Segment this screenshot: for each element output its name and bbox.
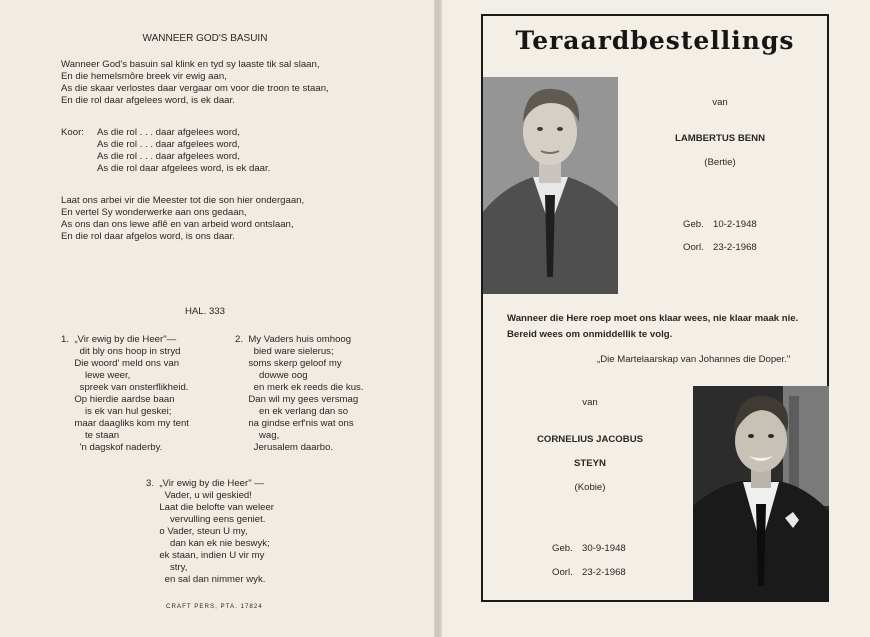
bertie-died: 23-2-1968 (713, 242, 757, 253)
bertie-born-label: Geb. (683, 219, 704, 230)
hal2-line: 2. My Vaders huis omhoog (235, 334, 352, 345)
hal2-line: na gindse erf'nis wat ons (235, 418, 354, 429)
hal2-line: Dan wil my gees versmag (235, 394, 359, 405)
chorus-label: Koor: (61, 127, 84, 138)
verse3-line3: As ons dan ons lewe aflê en van arbeid word ontslaan, (61, 219, 294, 230)
kobie-nickname: (Kobie) (574, 482, 606, 493)
hal1-line: spreek van onsterflikheid. (61, 382, 189, 393)
hal1-line: 'n dagskof naderby. (61, 442, 163, 453)
hal1-line: Die woord' meld ons van (61, 358, 180, 369)
kobie-born-label: Geb. (552, 543, 573, 554)
hal3-line: 3. „Vir ewig by die Heer" — (146, 478, 264, 489)
hal-title: HAL. 333 (184, 306, 225, 317)
verse3-line4: En die rol daar afgelos word, is ons daar. (61, 231, 235, 242)
hal3-line: Vader, u wil geskied! (146, 490, 252, 501)
bertie-died-label: Oorl. (683, 242, 704, 253)
hal1-line: 1. „Vir ewig by die Heer"— (61, 334, 177, 345)
hymn-title: WANNEER GOD'S BASUIN (142, 33, 268, 44)
chorus-line3: As die rol . . . daar afgelees word, (97, 151, 240, 162)
hal3-line: dan kan ek nie beswyk; (146, 538, 270, 549)
portrait-photo-bertie (483, 77, 618, 294)
bertie-name: LAMBERTUS BENN (674, 133, 766, 144)
quote-source: „Die Martelaarskap van Johannes die Doper." (597, 354, 791, 365)
kobie-died-label: Oorl. (552, 567, 573, 578)
hal3-line: Laat die belofte van weleer (146, 502, 274, 513)
verse3-line2: En vertel Sy wonderwerke aan ons gedaan, (61, 207, 247, 218)
hal1-line: maar daagliks kom my tent (61, 418, 189, 429)
chorus-line1: As die rol . . . daar afgelees word, (97, 127, 240, 138)
hal3-line: vervulling eens geniet. (146, 514, 266, 525)
kobie-died: 23-2-1968 (582, 567, 626, 578)
hal2-line: en merk ek reeds die kus. (235, 382, 364, 393)
verse1-line4: En die rol daar afgelees word, is ek daar. (61, 95, 235, 106)
bertie-nickname: (Bertie) (704, 157, 736, 168)
hal2-line: bied ware sielerus; (235, 346, 334, 357)
verse1-line2: En die hemelsmôre breek vir ewig aan, (61, 71, 227, 82)
printer-credit: CRAFT PERS, PTA. 17824 (166, 603, 263, 610)
kobie-van: van (582, 397, 598, 408)
verse1-line1: Wanneer God's basuin sal klink en tyd sy laaste tik sal slaan, (61, 59, 320, 70)
chorus-line2: As die rol . . . daar afgelees word, (97, 139, 240, 150)
verse1-line3: As die skaar verlostes daar vergaar om voor die troon te staan, (61, 83, 329, 94)
card-title: Teraardbestellings (515, 26, 795, 55)
hal3-line: stry, (146, 562, 188, 573)
quote-line2: Bereid wees om onmiddellik te volg. (507, 329, 673, 340)
hal1-line: Op hierdie aardse baan (61, 394, 175, 405)
hal2-line: en ek verlang dan so (235, 406, 349, 417)
hal2-line: soms skerp geloof my (235, 358, 342, 369)
kobie-name1: CORNELIUS JACOBUS (536, 434, 644, 445)
hal3-line: o Vader, steun U my, (146, 526, 248, 537)
portrait-photo-kobie (693, 386, 829, 602)
kobie-born: 30-9-1948 (582, 543, 626, 554)
kobie-name2: STEYN (574, 458, 606, 469)
bertie-born: 10-2-1948 (713, 219, 757, 230)
hal3-line: ek staan, indien U vir my (146, 550, 265, 561)
hal2-line: dowwe oog (235, 370, 308, 381)
hal2-line: wag, (235, 430, 280, 441)
hal1-line: lewe weer, (61, 370, 131, 381)
hal1-line: dit bly ons hoop in stryd (61, 346, 181, 357)
verse3-line1: Laat ons arbei vir die Meester tot die son hier ondergaan, (61, 195, 305, 206)
hal1-line: te staan (61, 430, 120, 441)
page-fold (434, 0, 442, 637)
hal1-line: is ek van hul geskei; (61, 406, 172, 417)
quote-line1: Wanneer die Here roep moet ons klaar wees, nie klaar maak nie. (507, 313, 799, 324)
bertie-van: van (712, 97, 728, 108)
hal3-line: en sal dan nimmer wyk. (146, 574, 266, 585)
hal2-line: Jerusalem daarbo. (235, 442, 334, 453)
chorus-line4: As die rol daar afgelees word, is ek daar. (97, 163, 271, 174)
